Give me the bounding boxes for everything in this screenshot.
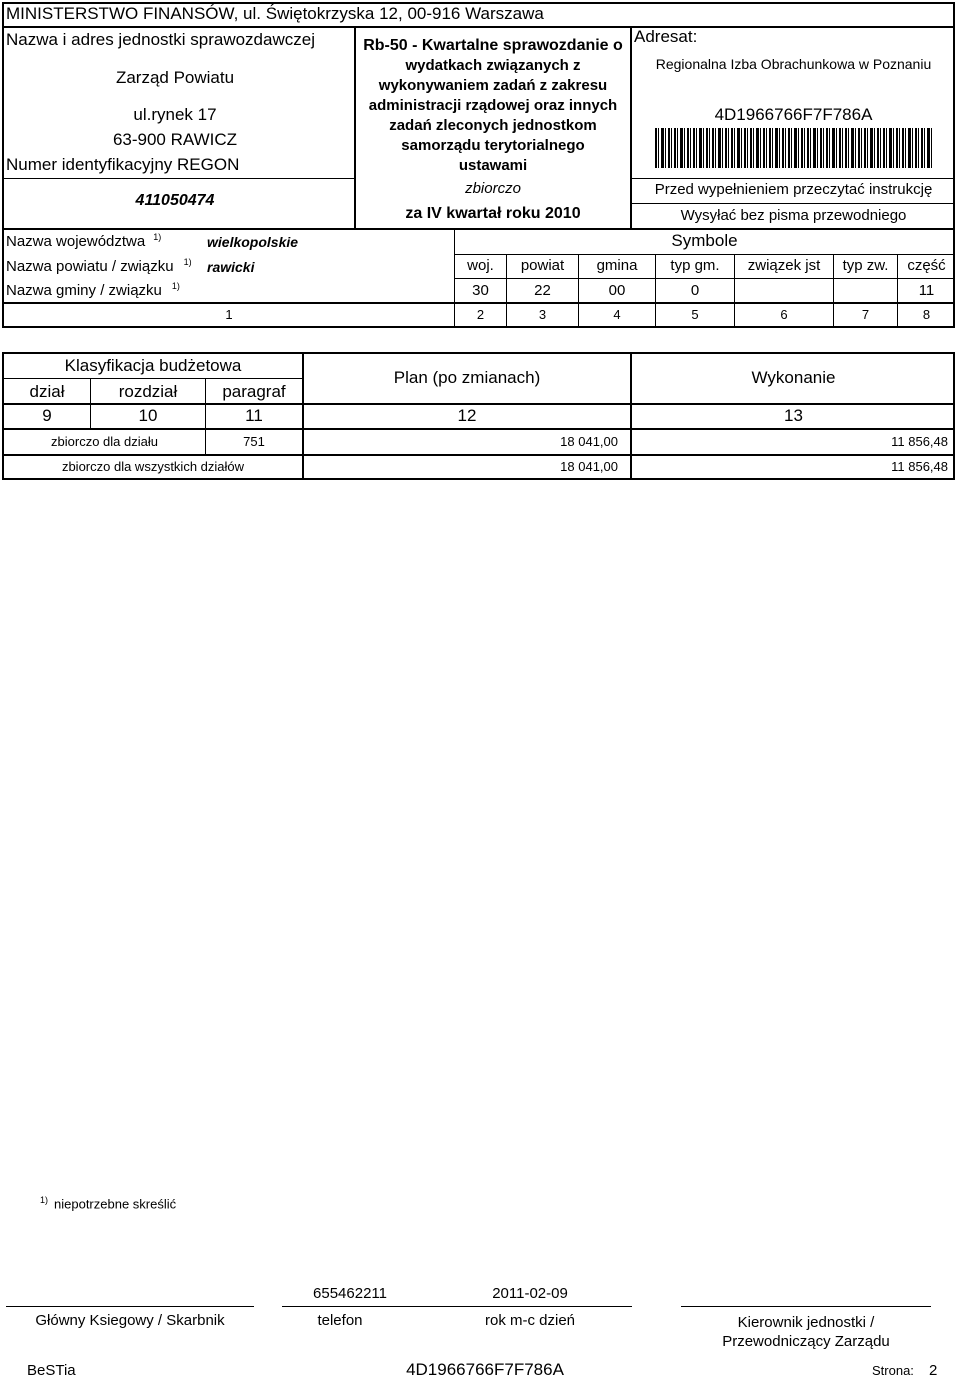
symbol-value-voivodeship: 30 [472,282,489,299]
symbol-header-union-type: typ zw. [842,257,889,274]
table-col-number: 12 [457,406,477,425]
col-number: 8 [922,307,931,322]
ministry-address: MINISTERSTWO FINANSÓW, ul. Świętokrzyska 12, 00-916 Warszawa [6,4,544,23]
footer-document-code: 4D1966766F7F786A [406,1360,564,1379]
recipient-label: Adresat: [634,27,698,46]
regon-number: 411050474 [135,192,215,209]
table-col-number: 11 [245,406,263,425]
software-name: BeSTia [27,1362,76,1379]
report-date: 2011-02-09 [492,1285,568,1302]
row-section: 751 [243,434,265,449]
symbol-header-part: część [907,257,946,274]
symbol-header-commune: gmina [596,257,638,274]
col-number: 5 [691,307,699,322]
cover-letter-note: Wysyłać bez pisma przewodniego [680,207,907,224]
commune-label: Nazwa gminy / związku $^{1)}$ [6,281,180,299]
report-title: Rb-50 - Kwartalne sprawozdanie o wydatkach związanych z wykonywaniem zadań z zakresu administracji rządowej oraz innych zadań zleconych jednostkom samorządu terytorialnego ustawami [363,37,623,174]
col-number: 2 [476,307,485,322]
header-paragraph: paragraf [222,382,286,401]
head-signature-label-1: Kierownik jednostki / [737,1314,875,1331]
unit-street: ul.rynek 17 [133,105,217,124]
header-execution: Wykonanie [751,368,836,387]
classification-header: Klasyfikacja budżetowa [64,356,242,375]
col-number: 7 [861,307,870,322]
report-scope: zbiorczo [465,180,521,197]
symbol-header-union: związek jst [747,257,821,274]
date-label: rok m-c dzień [484,1312,576,1329]
phone-label: telefon [317,1312,363,1329]
instruction-note: Przed wypełnieniem przeczytać instrukcję [654,181,933,198]
phone-number: 655462211 [313,1285,387,1302]
row-label: zbiorczo dla działu [51,434,158,449]
voivodeship-label: Nazwa województwa $^{1)}$ [6,232,162,250]
symbols-title: Symbole [671,231,738,250]
voivodeship-value: wielkopolskie [207,234,299,250]
report-period: za IV kwartał roku 2010 [405,205,581,222]
regon-label: Numer identyfikacyjny REGON [6,155,240,174]
county-value: rawicki [207,259,255,275]
symbol-header-voivodeship: woj. [467,257,494,274]
header-plan: Plan (po zmianach) [393,368,541,387]
col-number: 4 [613,307,621,322]
accountant-signature-label: Główny Ksiegowy / Skarbnik [35,1312,225,1329]
county-label: Nazwa powiatu / związku $^{1)}$ [6,257,192,275]
head-signature-label-2: Przewodniczący Zarządu [722,1333,890,1350]
col-number: 6 [780,307,788,322]
row-execution: 11 856,48 [891,459,948,474]
symbol-value-commune: 00 [608,282,626,299]
row-plan: 18 041,00 [560,434,618,449]
row-label: zbiorczo dla wszystkich działów [61,459,245,474]
table-col-number: 10 [138,406,158,425]
symbol-value-part: 11 [918,282,935,299]
header-section: dział [29,382,65,401]
unit-name: Zarząd Powiatu [115,68,235,87]
page-label: Strona: [872,1363,914,1378]
page-number: 2 [929,1362,938,1379]
document-code: 4D1966766F7F786A [714,105,873,124]
symbol-header-county: powiat [520,257,565,274]
recipient-name: Regionalna Izba Obrachunkowa w Poznaniu [655,56,932,72]
col-number: 3 [538,307,547,322]
symbol-value-county: 22 [534,282,551,299]
row-plan: 18 041,00 [560,459,618,474]
table-col-number: 9 [42,406,52,425]
row-execution: 11 856,48 [891,434,948,449]
unit-label: Nazwa i adres jednostki sprawozdawczej [6,30,315,49]
col-number: 1 [225,307,233,322]
symbol-value-commune-type: 0 [690,282,700,299]
table-col-number: 13 [784,406,803,425]
footnote: $^{1)}$ niepotrzebne skreślić [40,1195,177,1212]
symbol-header-commune-type: typ gm. [670,257,720,274]
barcode-image [655,128,933,168]
header-subsection: rozdział [118,382,178,401]
unit-city: 63-900 RAWICZ [112,130,238,149]
